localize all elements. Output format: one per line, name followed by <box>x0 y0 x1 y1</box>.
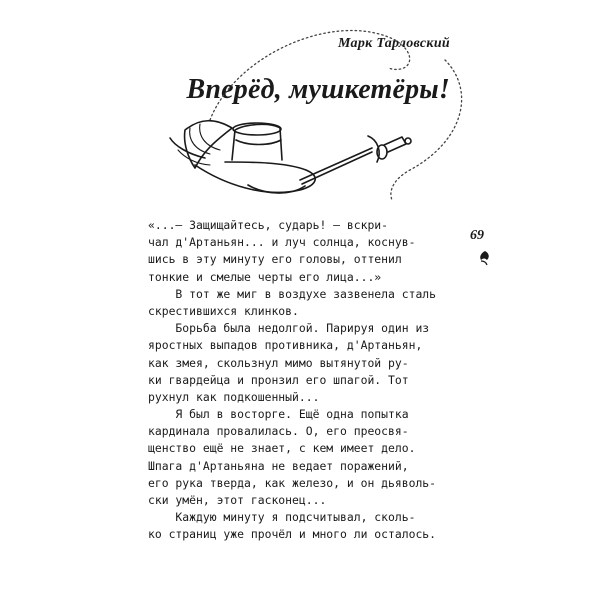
text-line: шись в эту минуту его головы, оттенил <box>148 252 402 267</box>
text-line: Борьба была недолгой. Парируя один из <box>148 321 430 336</box>
sword-icon <box>300 136 411 184</box>
page-number: 69 <box>470 228 484 243</box>
text-line: «...— Защищайтесь, сударь! — вскри- <box>148 218 389 232</box>
text-line: Каждую минуту я подсчитывал, сколь- <box>148 510 416 525</box>
text-line: кардинала провалилась. О, его преосвя- <box>148 424 409 439</box>
body-text <box>148 217 458 544</box>
text-line: ски умён, этот гасконец... <box>148 493 327 507</box>
text-line: его рука тверда, как железо, и он дьяволь- <box>148 475 437 490</box>
dotted-flourish-right <box>391 60 462 200</box>
leaf-ornament-icon <box>475 248 495 268</box>
text-line: Я был в восторге. Ещё одна попытка <box>148 407 409 422</box>
text-line: тонкие и смелые черты его лица...» <box>148 269 382 284</box>
text-line: рухнул как подкошенный... <box>148 389 320 404</box>
text-line: яростных выпадов противника, д'Артаньян, <box>148 338 423 353</box>
text-line: как змея, скользнул мимо вытянутой ру- <box>148 355 409 370</box>
text-line: Шпага д'Артаньяна не ведает поражений, <box>148 458 409 473</box>
text-line: щенство ещё не знает, с кем имеет дело. <box>148 441 416 456</box>
text-line: скрестившихся клинков. <box>148 303 299 318</box>
text-line: чал д'Артаньян... и луч солнца, коснув- <box>148 235 416 250</box>
dotted-flourish-top <box>210 31 410 120</box>
text-line: ки гвардейца и пронзил его шпагой. Тот <box>148 372 409 387</box>
chapter-title: Вперёд, мушкетёры! <box>186 74 450 105</box>
text-line: В тот же миг в воздухе зазвенела сталь <box>148 286 437 301</box>
hat-icon <box>170 121 315 193</box>
author-name: Марк Тарловский <box>338 36 450 51</box>
text-line: ко страниц уже прочёл и много ли осталось. <box>148 527 437 542</box>
